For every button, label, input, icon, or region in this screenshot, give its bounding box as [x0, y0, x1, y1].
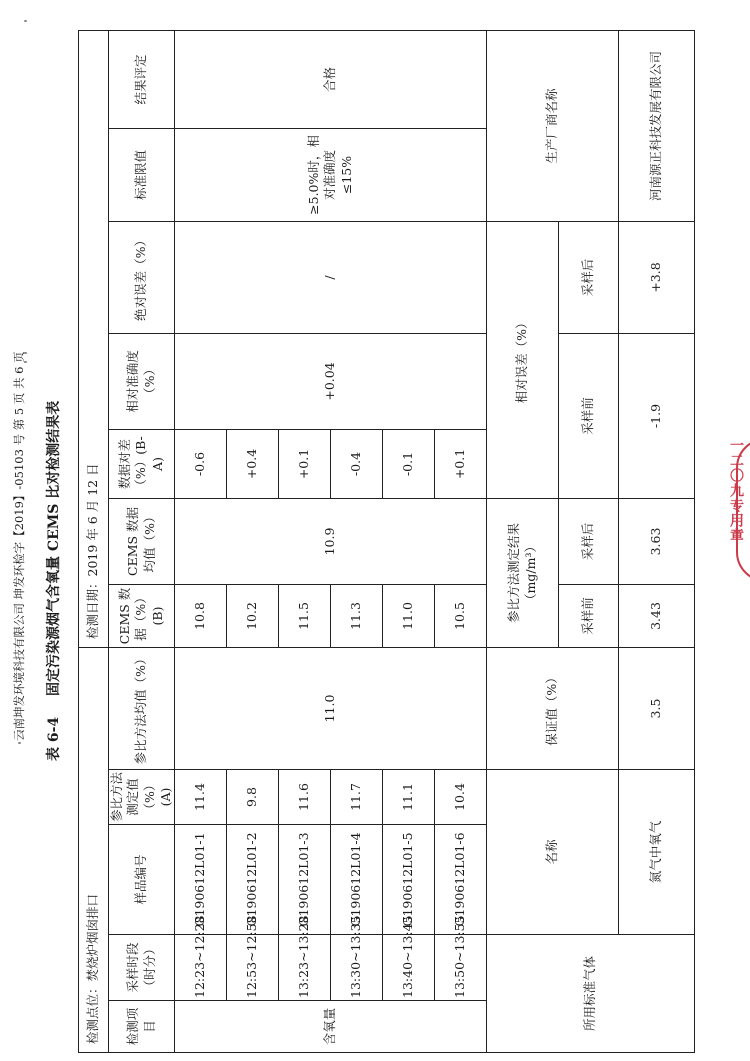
seal-text: 一二〇九专用章 — [728, 438, 744, 543]
result-cell: 合格 — [175, 30, 487, 128]
sample-cell: G190612L01-3 — [279, 825, 331, 935]
cems-mean-cell: 10.9 — [175, 498, 487, 584]
location-label: 检测点位： — [85, 981, 101, 1044]
cems-cell: 10.8 — [175, 584, 227, 647]
item-name-cell: 含氧量 — [175, 1001, 487, 1053]
sample-cell: G190612L01-4 — [331, 825, 383, 935]
location-cell — [79, 647, 109, 1052]
cems-cell: 11.5 — [279, 584, 331, 647]
col-result: 结果评定 — [109, 30, 175, 128]
date-value: 2019 年 6 月 12 日 — [85, 463, 101, 577]
std-gas-name-header: 名称 — [487, 770, 619, 935]
date-label: 检测日期： — [85, 576, 101, 639]
col-cems-value: CEMS 数据（%）(B) — [109, 584, 175, 647]
sample-cell: G190612L01-6 — [435, 825, 487, 935]
col-limit: 标准限值 — [109, 128, 175, 221]
col-ref-value: 参比方法测定值（%）(A) — [109, 770, 175, 825]
period-cell: 13:23~13:28 — [279, 935, 331, 1001]
sample-cell: G190612L01-1 — [175, 825, 227, 935]
abs-err-cell: / — [175, 221, 487, 333]
diff-cell: -0.1 — [383, 429, 435, 498]
table-number: 表 6-4 — [46, 716, 62, 761]
col-item: 检测项目 — [109, 1001, 175, 1053]
ref-cell: 11.6 — [279, 770, 331, 825]
cems-cell: 11.3 — [331, 584, 383, 647]
err-after-header: 采样后 — [559, 221, 619, 333]
ref-mean-cell: 11.0 — [175, 647, 487, 769]
period-cell: 13:30~13:35 — [331, 935, 383, 1001]
err-after: +3.8 — [619, 221, 695, 333]
sample-cell: G190612L01-2 — [227, 825, 279, 935]
period-cell: 12:53~12:58 — [227, 935, 279, 1001]
period-cell: 13:50~13:55 — [435, 935, 487, 1001]
measured-after: 3.63 — [619, 498, 695, 584]
err-before: -1.9 — [619, 333, 695, 498]
measured-before: 3.43 — [619, 584, 695, 647]
date-cell — [79, 30, 109, 647]
std-gas-guarantee: 3.5 — [619, 647, 695, 769]
info-row — [79, 30, 109, 1052]
std-gas-name: 氮气中氧气 — [619, 770, 695, 935]
diff-cell: +0.1 — [435, 429, 487, 498]
col-ref-mean: 参比方法均值（%） — [109, 647, 175, 769]
diff-cell: -0.4 — [331, 429, 383, 498]
cems-cell: 10.2 — [227, 584, 279, 647]
col-sample-no: 样品编号 — [109, 825, 175, 935]
period-cell: 13:40~13:45 — [383, 935, 435, 1001]
col-rel-acc: 相对准确度（%） — [109, 333, 175, 429]
diff-cell: +0.1 — [279, 429, 331, 498]
ref-cell: 11.7 — [331, 770, 383, 825]
col-period: 采样时段（时分） — [109, 935, 175, 1001]
col-cems-mean: CEMS 数据均值（%） — [109, 498, 175, 584]
std-gas-guarantee-header: 保证值（%） — [487, 647, 619, 769]
diff-cell: +0.4 — [227, 429, 279, 498]
ref-cell: 9.8 — [227, 770, 279, 825]
std-gas-data-row — [619, 30, 695, 1052]
ref-cell: 11.1 — [383, 770, 435, 825]
rel-acc-cell: +0.04 — [175, 333, 487, 429]
page-header: 云南坤发环境科技有限公司 坤发环检字【2019】-05103 号 第 5 页 共 6 页 — [12, 351, 26, 741]
table-title-text: 固定污染源烟气含氧量 CEMS 比对检测结果表 — [46, 400, 62, 696]
std-gas-maker-header: 生产厂商名称 — [487, 30, 619, 221]
diff-cell: -0.6 — [175, 429, 227, 498]
std-gas-label: 所用标准气体 — [487, 935, 695, 1053]
col-diff: 数据对差（%）(B-A) — [109, 429, 175, 498]
std-gas-measured-header: 参比方法测定结果（mg/m³） — [487, 498, 559, 647]
table-title — [43, 401, 63, 761]
ref-cell: 10.4 — [435, 770, 487, 825]
cems-cell: 10.5 — [435, 584, 487, 647]
sample-cell: G190612L01-5 — [383, 825, 435, 935]
table-row — [175, 30, 227, 1052]
header-row — [109, 30, 175, 1052]
std-gas-maker: 河南源正科技发展有限公司 — [619, 30, 695, 221]
location-value: 焚烧炉烟囱排口 — [85, 893, 101, 982]
std-gas-rel-err-header: 相对误差（%） — [487, 221, 559, 498]
limit-cell: ≥5.0%时，相对准确度≤15% — [175, 128, 487, 221]
std-gas-header-row — [487, 30, 559, 1052]
ref-cell: 11.4 — [175, 770, 227, 825]
cems-cell: 11.0 — [383, 584, 435, 647]
period-cell: 12:23~12:28 — [175, 935, 227, 1001]
measured-before-header: 采样前 — [559, 584, 619, 647]
col-abs-err: 绝对误差（%） — [109, 221, 175, 333]
err-before-header: 采样前 — [559, 333, 619, 498]
measured-after-header: 采样后 — [559, 498, 619, 584]
cems-comparison-table — [78, 30, 695, 1053]
